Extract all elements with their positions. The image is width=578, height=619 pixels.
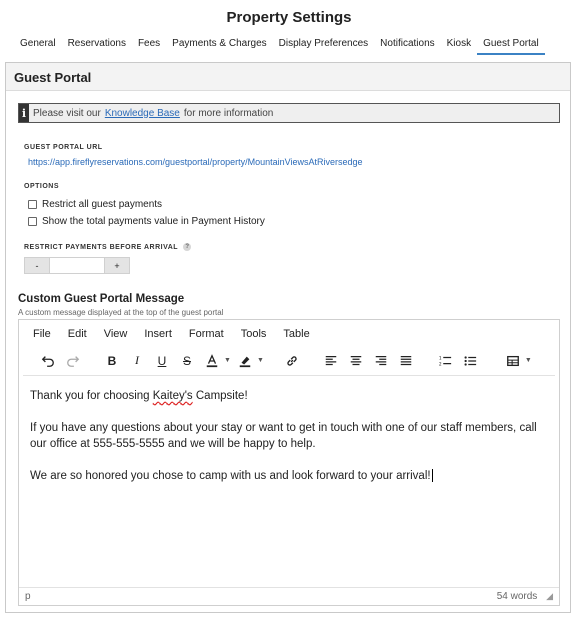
message-paragraph-1 <box>30 388 548 404</box>
numbered-list-icon[interactable] <box>434 351 456 371</box>
settings-tabs <box>14 36 545 55</box>
restrict-before-arrival-label <box>24 243 191 251</box>
info-suffix: for more information <box>183 107 274 119</box>
text-color-dropdown[interactable] <box>201 351 231 371</box>
menu-edit[interactable]: Edit <box>67 328 87 340</box>
paragraph-1-start: Thank you for choosing <box>30 390 153 402</box>
bullet-list-icon[interactable] <box>459 351 481 371</box>
restrict-before-arrival-text: RESTRICT PAYMENTS BEFORE ARRIVAL <box>24 243 178 251</box>
show-total-payments-label: Show the total payments value in Payment History <box>42 216 265 227</box>
menu-table[interactable]: Table <box>283 328 310 340</box>
panel-title: Guest Portal <box>6 63 570 91</box>
stepper-minus-button[interactable]: - <box>24 257 50 274</box>
message-paragraph-3 <box>30 468 548 484</box>
message-paragraph-2: If you have any questions about your stay or want to get in touch with one of our staff members, call our office at 555-555-5555 and we will be happy to help. <box>30 422 537 450</box>
show-total-payments-checkbox[interactable] <box>28 217 37 226</box>
tab-notifications[interactable]: Notifications <box>380 38 435 49</box>
tab-general[interactable]: General <box>20 38 56 49</box>
align-center-icon[interactable] <box>345 351 367 371</box>
strikethrough-icon[interactable]: S <box>182 353 191 368</box>
table-dropdown[interactable] <box>502 351 532 371</box>
undo-icon[interactable] <box>37 351 59 371</box>
misspelled-word: Kaitey's <box>152 390 193 402</box>
align-right-icon[interactable] <box>370 351 392 371</box>
menu-format[interactable]: Format <box>188 328 224 340</box>
text-caret <box>432 469 433 482</box>
redo-icon[interactable] <box>62 351 84 371</box>
align-left-icon[interactable] <box>320 351 342 371</box>
paragraph-1-end: Campsite! <box>192 390 248 402</box>
align-justify-icon[interactable] <box>395 351 417 371</box>
underline-icon[interactable]: U <box>157 353 167 368</box>
custom-message-subtitle: A custom message displayed at the top of the guest portal <box>18 308 224 317</box>
guest-portal-panel <box>5 62 571 613</box>
tab-display-preferences[interactable]: Display Preferences <box>278 38 369 49</box>
tab-reservations[interactable]: Reservations <box>67 38 126 49</box>
show-total-payments-option[interactable] <box>28 216 265 227</box>
bold-icon[interactable]: B <box>107 353 117 368</box>
word-count-wrap <box>497 591 553 602</box>
options-label: OPTIONS <box>24 183 60 190</box>
tab-kiosk[interactable]: Kiosk <box>446 38 472 49</box>
highlighter-icon <box>234 351 256 371</box>
paragraph-3-text: We are so honored you chose to camp with us and look forward to your arrival! <box>30 470 431 482</box>
chevron-down-icon: ▼ <box>224 357 231 364</box>
editor-toolbar <box>23 348 555 376</box>
tab-guest-portal[interactable]: Guest Portal <box>477 36 545 55</box>
element-path[interactable]: p <box>25 591 31 602</box>
knowledge-base-link[interactable]: Knowledge Base <box>104 107 180 119</box>
editor-content[interactable] <box>19 376 559 512</box>
info-icon: i <box>19 104 29 122</box>
guest-portal-url-link[interactable]: https://app.fireflyreservations.com/guestportal/property/MountainViewsAtRiversedge <box>28 157 363 167</box>
editor-menubar <box>19 320 559 348</box>
info-banner <box>18 103 560 123</box>
stepper-plus-button[interactable]: + <box>104 257 130 274</box>
menu-view[interactable]: View <box>103 328 128 340</box>
restrict-days-stepper <box>24 257 130 274</box>
stepper-input[interactable] <box>50 257 104 274</box>
info-prefix: Please visit our <box>33 107 101 119</box>
menu-file[interactable]: File <box>33 328 51 340</box>
italic-icon[interactable]: I <box>135 353 139 367</box>
restrict-payments-option[interactable] <box>28 199 162 210</box>
svg-text:2: 2 <box>438 361 442 367</box>
chevron-down-icon: ▼ <box>524 357 532 364</box>
link-icon[interactable] <box>281 351 303 371</box>
rich-text-editor <box>18 319 560 606</box>
custom-message-title: Custom Guest Portal Message <box>18 293 185 305</box>
table-icon <box>502 351 524 371</box>
highlight-color-dropdown[interactable] <box>234 351 264 371</box>
page-title: Property Settings <box>226 9 352 26</box>
help-icon[interactable]: ? <box>185 244 190 250</box>
text-color-icon <box>201 351 223 371</box>
tab-fees[interactable]: Fees <box>137 38 161 49</box>
menu-insert[interactable]: Insert <box>144 328 172 340</box>
guest-portal-url-label: GUEST PORTAL URL <box>24 144 103 151</box>
resize-handle-icon[interactable]: ◢ <box>546 591 553 601</box>
tab-payments-charges[interactable]: Payments & Charges <box>172 38 267 49</box>
chevron-down-icon: ▼ <box>256 357 264 364</box>
word-count[interactable]: 54 words <box>496 591 538 602</box>
restrict-payments-label: Restrict all guest payments <box>42 199 163 210</box>
editor-statusbar <box>19 587 559 605</box>
menu-tools[interactable]: Tools <box>240 328 267 340</box>
restrict-payments-checkbox[interactable] <box>28 200 37 209</box>
svg-text:1: 1 <box>438 355 442 361</box>
